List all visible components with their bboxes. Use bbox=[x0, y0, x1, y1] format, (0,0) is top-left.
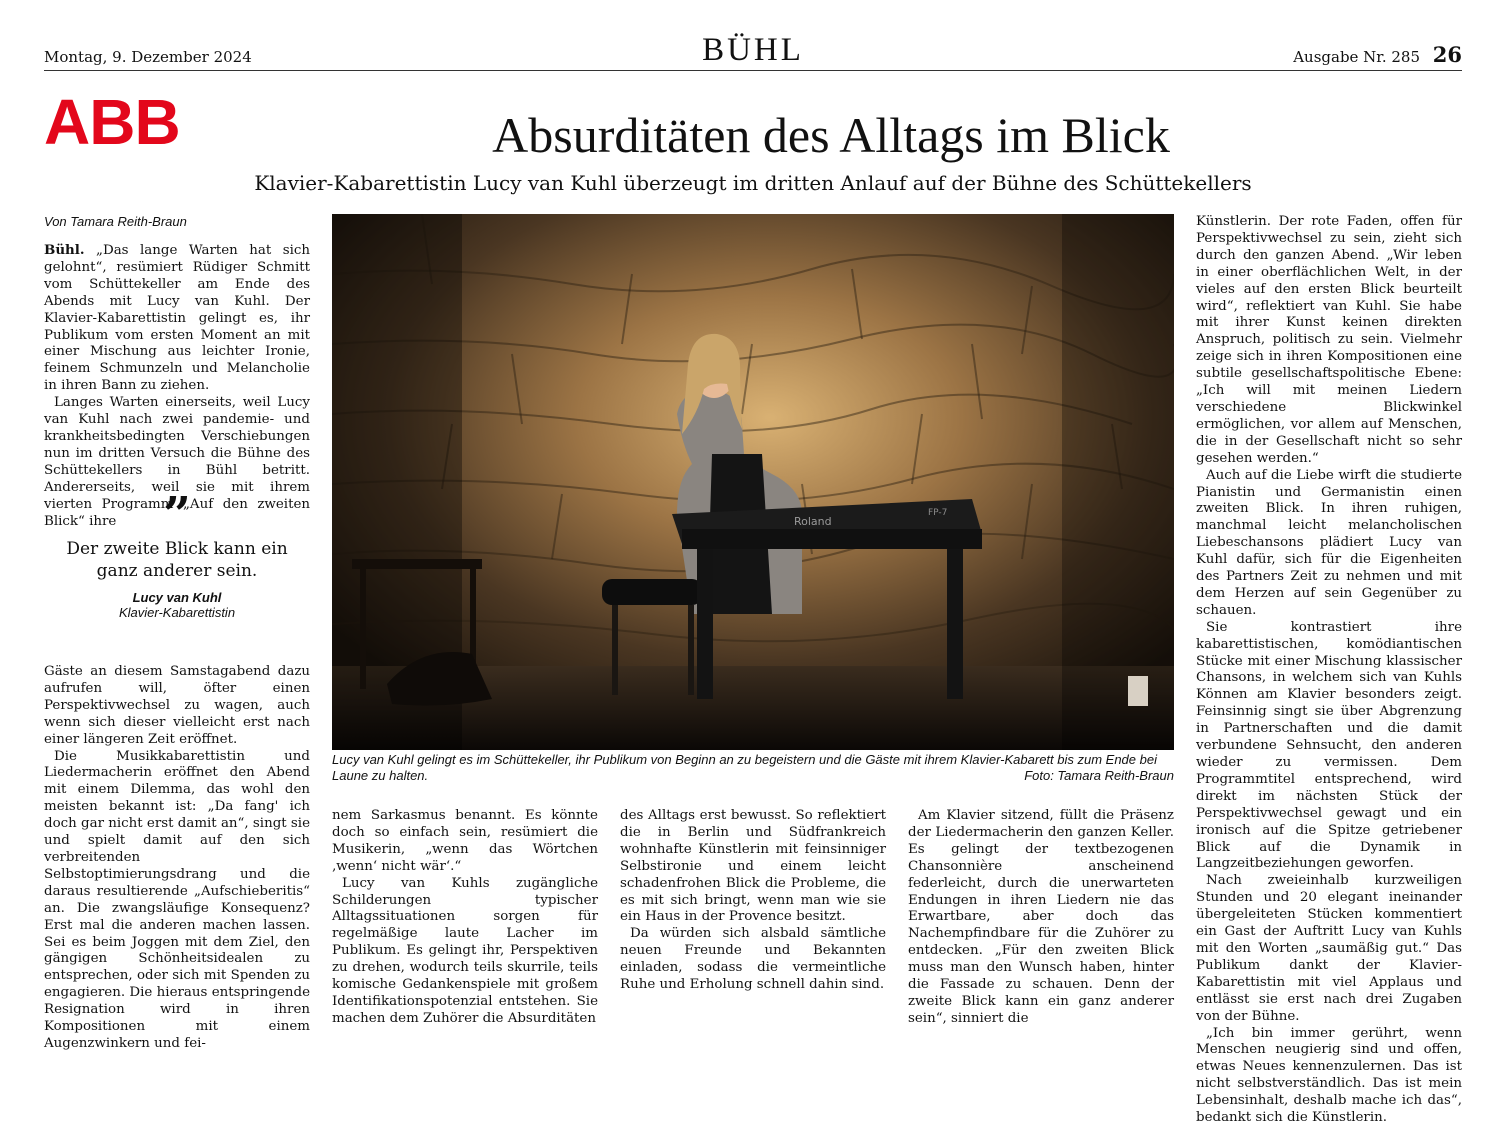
column-5 bbox=[1196, 214, 1462, 1127]
paragraph: Nach zweieinhalb kurzweiligen Stunden und 20 elegant ineinander übergeleiteten Stücken kommentiert ein Gast der Auftritt Lucy van Kuhls mit den Worten „saumäßig gut.“ Das Publikum dankt der Klavier-Kabarettistin mit viel Applaus und entlässt sie erst nach drei Zugaben von der Bühne. bbox=[1196, 873, 1462, 1024]
paragraph: Am Klavier sitzend, füllt die Präsenz der Liedermacherin den ganzen Keller. Es gelingt der textbezogenen Chansonnière anscheinend federleicht, durch die unerwarteten Endungen in ihren Liedern nie das Erwartbare, aber doch das Nachempfindbare für die Zuhörer zu entdecken. „Für den zweiten Blick muss man den Wunsch haben, hinter die Fassade zu schauen. Denn der zweite Blick kann ein ganz anderer sein“, sinniert die bbox=[908, 808, 1174, 1026]
paragraph: Lucy van Kuhls zugängliche Schilderungen typischer Alltagssituationen sorgen für regelmäßige laute Lacher im Publikum. Es gelingt ihr, Perspektiven zu drehen, wodurch teils skurrile, teils komische Gedankenspiele mit großem Identifikationspotenzial entstehen. Sie machen dem Zuhörer die Absurditäten bbox=[332, 875, 598, 1026]
paragraph: Die Musikkabarettistin und Liedermacherin eröffnet den Abend mit einem Dilemma, das wohl den meisten bekannt ist: „Da fang' ich doch gar nicht erst damit an“, singt sie und spielt damit auf den sich verbreitenden Selbstoptimierungsdrang und die daraus resultierende „Aufschieberitis“ an. Die zwangsläufige Konsequenz? Erst mal die anderen machen lassen. Sei es beim Joggen mit dem Ziel, den gängigen Schönheitsidealen zu entsprechen, oder sich mit Spenden zu engagieren. Die hieraus entspringende Resignation wird in ihren Kompositionen mit einem Augenzwinkern und fei- bbox=[44, 748, 310, 1051]
page-number: 26 bbox=[1432, 42, 1462, 67]
paragraph: Sie kontrastiert ihre kabarettistischen, komödiantischen Stücke mit einer Mischung klassischer Chansons, in welchem sich van Kuhls Können am Klavier besonders zeigt. Feinsinnig singt sie über Abgrenzung in Partnerschaften und die damit verbundene Sehnsucht, den anderen wieder zu vermissen. Dem Programmtitel entsprechend, wird direkt im nächsten Stück der Perspektivwechsel gewagt und ein ironisch auf die Spitze getriebener Blick auf die Dynamik in Langzeitbeziehungen geworfen. bbox=[1196, 619, 1462, 872]
issue-date: Montag, 9. Dezember 2024 bbox=[44, 48, 252, 66]
abb-logo: ABB bbox=[44, 86, 180, 158]
paragraph: Bühl. „Das lange Warten hat sich gelohnt“, resümiert Rüdiger Schmitt vom Schüttekeller am Ende des Abends mit Lucy van Kuhl. Der Klavier-Kabarettistin gelingt es, ihr Publikum vom ersten Moment an mit einer Mischung aus leichter Ironie, feinem Schmunzeln und Melancholie in ihren Bann zu ziehen. bbox=[44, 242, 310, 394]
piano-model-label: FP-7 bbox=[928, 508, 948, 518]
article-headline: Absurditäten des Alltags im Blick bbox=[492, 107, 1170, 163]
column-4 bbox=[908, 808, 1174, 1028]
paragraph: Auch auf die Liebe wirft die studierte Pianistin und Germanistin einen zweiten Blick. In ihren ruhigen, manchmal leicht melancholischen Liebeschansons plädiert Lucy van Kuhl dafür, sich für die Eigenheiten des Partners Zeit zu nehmen und mit dem Herzen auf sein Gegenüber zu schauen. bbox=[1196, 467, 1462, 618]
pull-quote bbox=[44, 487, 310, 620]
column-1-bottom bbox=[44, 664, 310, 1053]
quote-author: Lucy van Kuhl bbox=[132, 590, 222, 605]
page-header bbox=[44, 32, 1462, 71]
dateline: Bühl. bbox=[44, 242, 85, 258]
photo-caption bbox=[332, 752, 1174, 784]
column-2 bbox=[332, 808, 598, 1028]
photo-credit: Foto: Tamara Reith-Braun bbox=[1024, 768, 1174, 783]
quote-text: Der zweite Blick kann ein ganz anderer sein. bbox=[66, 539, 288, 581]
paragraph: des Alltags erst bewusst. So reflektiert die in Berlin und Südfrankreich wohnhafte Künstlerin mit feinsinniger Selbstironie und einem leicht schadenfrohen Blick die Probleme, die es mit sich bringt, wenn man wie sie ein Haus in der Provence besitzt. bbox=[620, 808, 886, 925]
article-photo bbox=[332, 214, 1174, 750]
article-subheadline: Klavier-Kabarettistin Lucy van Kuhl überzeugt im dritten Anlauf auf der Bühne des Schüttekellers bbox=[254, 171, 1252, 195]
paragraph: nem Sarkasmus benannt. Es könnte doch so einfach sein, resümiert die Musikerin, „wenn das Wörtchen ‚wenn‘ nicht wär‘.“ bbox=[332, 808, 598, 874]
piano-brand-label: Roland bbox=[794, 515, 832, 528]
photo-illustration bbox=[332, 214, 1174, 750]
caption-text: Lucy van Kuhl gelingt es im Schüttekeller, ihr Publikum von Beginn an zu begeistern und die Gäste mit ihrem Klavier-Kabarett bis zum Ende bei Laune zu halten. bbox=[332, 752, 1157, 783]
byline: Von Tamara Reith-Braun bbox=[44, 214, 187, 229]
paragraph: „Ich bin immer gerührt, wenn Menschen neugierig sind und offen, etwas Neues kennenzulernen. Das ist nicht selbstverständlich. Das ist mein Lebensinhalt, deshalb mache ich das“, bedankt sich die Künstlerin. bbox=[1196, 1025, 1462, 1126]
paragraph: Langes Warten einerseits, weil Lucy van Kuhl nach zwei pandemie- und krankheitsbedingten Verschiebungen nun im dritten Versuch die Bühne des Schüttekellers in Bühl betritt. Andererseits, weil sie mit ihrem vierten Programm „Auf den zweiten Blick“ ihre bbox=[44, 395, 310, 529]
column-3 bbox=[620, 808, 886, 994]
paragraph: Künstlerin. Der rote Faden, offen für Perspektivwechsel zu sein, zieht sich durch den ganzen Abend. „Wir leben in einer oberflächlichen Welt, in der vieles auf den ersten Blick beurteilt wird“, reflektiert van Kuhl. Sie habe mit ihrer Kunst keinen direkten Anspruch, politisch zu sein. Vielmehr zeige sich in ihren Kompositionen eine subtile gesellschaftspolitische Ebene: „Ich will mit meinen Liedern verschiedene Blickwinkel ermöglichen, vor allem auf Menschen, die in der Gesellschaft nicht so sehr gesehen werden.“ bbox=[1196, 214, 1462, 466]
paragraph: Gäste an diesem Samstagabend dazu aufrufen will, öfter einen Perspektivwechsel zu wagen, auch wenn sich dieser vielleicht erst nach einer längeren Zeit eröffnet. bbox=[44, 664, 310, 747]
quote-mark-icon: ” bbox=[163, 487, 191, 543]
quote-author-role: Klavier-Kabarettistin bbox=[118, 605, 236, 620]
paragraph: Da würden sich alsbald sämtliche neuen Freunde und Bekannten einladen, sodass die vermeintliche Ruhe und Erholung schnell dahin sind. bbox=[620, 926, 886, 993]
issue-number: Ausgabe Nr. 285 bbox=[1293, 48, 1420, 66]
section-title: BÜHL bbox=[702, 32, 804, 68]
